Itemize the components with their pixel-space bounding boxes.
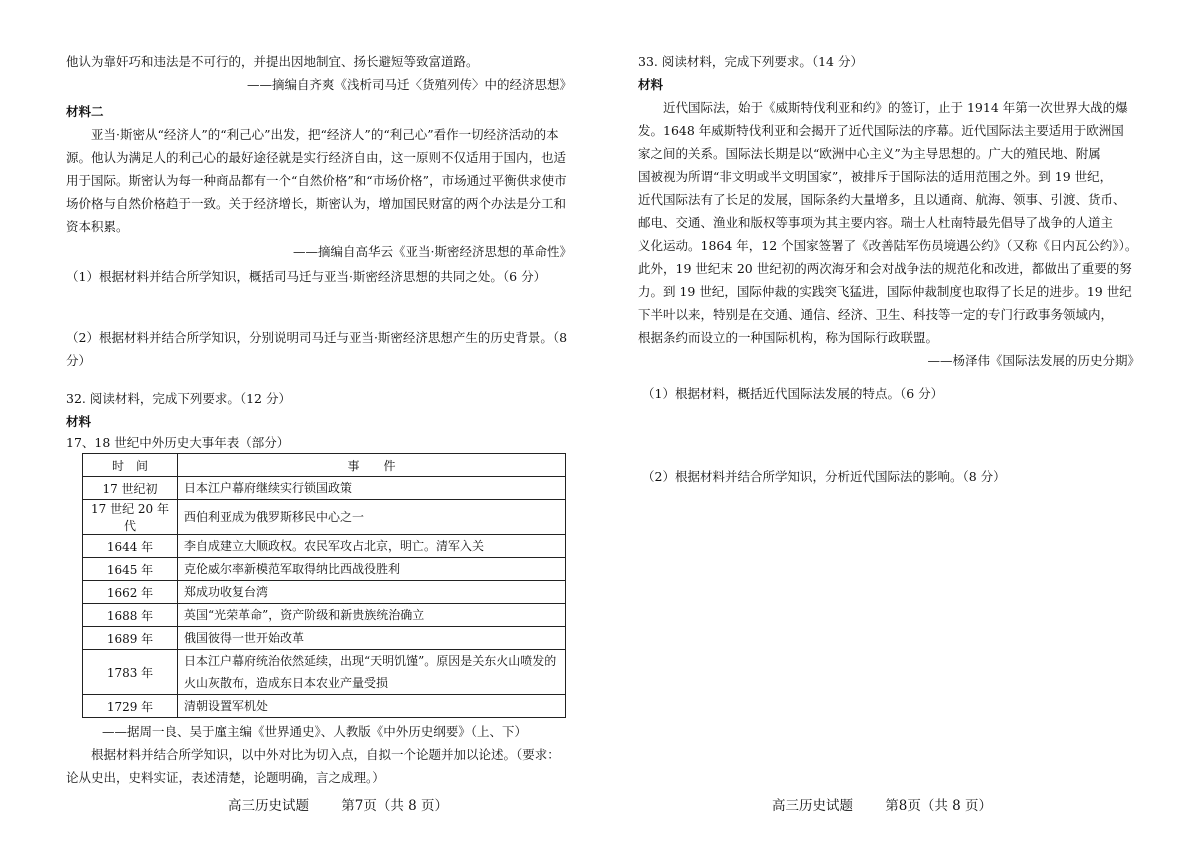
material-label: 材料 bbox=[638, 77, 664, 92]
material2-text: 亚当·斯密从“经济人”的“利己心”出发，把“经济人”的“利己心”看作一切经济活动的本源。他认为满足人的利己心的最好途径就是实行经济自由，这一原则不仅适用于国内，也适用于国际。斯密认为每一种商品都有一个“自然价格”和“市场价格”，市场通过平衡供求使市场价格与自然价格趋于一致。关于经济增长，斯密认为，增加国民财富的两个办法是分工和资本积累。 bbox=[66, 127, 567, 234]
material-line: 邮电、交通、渔业和版权等事项为其主要内容。瑞士人杜南特最先倡导了战争的人道主 bbox=[638, 215, 1114, 230]
material-line: 此外，19 世纪末 20 世纪初的两次海牙和会对战争法的规范化和改进，都做出了重要的努 bbox=[638, 261, 1132, 276]
table-row bbox=[83, 477, 566, 500]
row-time: 17 世纪 20 年代 bbox=[83, 500, 178, 535]
row-time: 17 世纪初 bbox=[83, 477, 178, 500]
question-32-title: 32. 阅读材料，完成下列要求。（12 分） bbox=[66, 391, 291, 406]
row-time: 1729 年 bbox=[83, 695, 178, 718]
table-header-event: 事 件 bbox=[178, 454, 566, 477]
question-33-2: （2）根据材料并结合所学知识，分析近代国际法的影响。（8 分） bbox=[642, 469, 1006, 484]
row-event: 英国“光荣革命”，资产阶级和新贵族统治确立 bbox=[178, 604, 566, 627]
table-source: ——据周一良、吴于廑主编《世界通史》、人教版《中外历史纲要》（上、下） bbox=[102, 724, 528, 739]
table-row bbox=[83, 627, 566, 650]
table-caption: 17、18 世纪中外历史大事年表（部分） bbox=[66, 435, 290, 450]
question-31-1: （1）根据材料并结合所学知识，概括司马迁与亚当·斯密经济思想的共同之处。（6 分） bbox=[66, 269, 547, 284]
material-line: 根据条约而设立的一种国际机构，称为国际行政联盟。 bbox=[638, 330, 939, 345]
row-event: 俄国彼得一世开始改革 bbox=[178, 627, 566, 650]
row-event: 郑成功收复台湾 bbox=[178, 581, 566, 604]
table-row bbox=[83, 581, 566, 604]
row-time: 1689 年 bbox=[83, 627, 178, 650]
material-line: 发。1648 年威斯特伐利亚和会揭开了近代国际法的序幕。近代国际法主要适用于欧洲国 bbox=[638, 123, 1124, 138]
material-line: 力。到 19 世纪，国际仲裁的实践突飞猛进，国际仲裁制度也取得了长足的进步。19 世纪 bbox=[638, 284, 1132, 299]
row-time: 1688 年 bbox=[83, 604, 178, 627]
row-event: 西伯利亚成为俄罗斯移民中心之一 bbox=[178, 500, 566, 535]
table-row bbox=[83, 558, 566, 581]
material-line: 下半叶以来，特别是在交通、通信、经济、卫生、科技等一定的专门行政事务领域内， bbox=[638, 307, 1114, 322]
intro-line: 他认为靠奸巧和违法是不可行的，并提出因地制宜、扬长避短等致富道路。 bbox=[66, 54, 479, 69]
question-32-task: 根据材料并结合所学知识，以中外对比为切入点，自拟一个论题并加以论述。（要求：论从史出，史料实证，表述清楚，论题明确，言之成理。） bbox=[66, 747, 560, 785]
row-event: 日本江户幕府继续实行锁国政策 bbox=[178, 477, 566, 500]
row-event: 清朝设置军机处 bbox=[178, 695, 566, 718]
table-header-time: 时 间 bbox=[83, 454, 178, 477]
source-citation: ——杨泽伟《国际法发展的历史分期》 bbox=[927, 353, 1140, 368]
row-event: 日本江户幕府统治依然延续，出现“天明饥馑”。原因是关东火山喷发的火山灰散布，造成东日本农业产量受损 bbox=[178, 650, 566, 695]
row-event: 克伦威尔率新模范军取得纳比西战役胜利 bbox=[178, 558, 566, 581]
material-line: 近代国际法有了长足的发展，国际条约大量增多，且以通商、航海、领事、引渡、货币、 bbox=[638, 192, 1126, 207]
question-33-1: （1）根据材料，概括近代国际法发展的特点。（6 分） bbox=[642, 386, 944, 401]
table-row bbox=[83, 695, 566, 718]
table-row bbox=[83, 604, 566, 627]
source-citation-1: ——摘编自齐爽《浅析司马迁〈货殖列传〉中的经济思想》 bbox=[246, 77, 572, 92]
table-header-row bbox=[83, 454, 566, 477]
footer-subject: 高三历史试题 bbox=[228, 798, 309, 814]
events-table bbox=[82, 453, 566, 718]
row-time: 1645 年 bbox=[83, 558, 178, 581]
footer-subject: 高三历史试题 bbox=[772, 798, 853, 814]
footer-left bbox=[228, 794, 448, 814]
material-line: 国被视为所谓“非文明或半文明国家”，被排斥于国际法的适用范围之外。到 19 世纪， bbox=[638, 169, 1113, 184]
table-row bbox=[83, 650, 566, 695]
question-31-2: （2）根据材料并结合所学知识，分别说明司马迁与亚当·斯密经济思想产生的历史背景。（8 分） bbox=[66, 330, 568, 368]
footer-page-number: 第8页（共 8 页） bbox=[885, 798, 993, 814]
left-page bbox=[66, 50, 572, 789]
question-33-title: 33. 阅读材料，完成下列要求。（14 分） bbox=[638, 54, 863, 69]
footer-right bbox=[772, 794, 992, 814]
material-line: 近代国际法，始于《威斯特伐利亚和约》的签订，止于 1914 年第一次世界大战的爆 bbox=[663, 100, 1128, 115]
table-row bbox=[83, 500, 566, 535]
row-time: 1662 年 bbox=[83, 581, 178, 604]
row-time: 1644 年 bbox=[83, 535, 178, 558]
right-page bbox=[638, 50, 1140, 488]
table-row bbox=[83, 535, 566, 558]
material-line: 义化运动。1864 年，12 个国家签署了《改善陆军伤员境遇公约》（又称《日内瓦公约》）。 bbox=[638, 238, 1138, 253]
source-citation-2: ——摘编自高华云《亚当·斯密经济思想的革命性》 bbox=[293, 244, 572, 259]
row-time: 1783 年 bbox=[83, 650, 178, 695]
material-line: 家之间的关系。国际法长期是以“欧洲中心主义”为主导思想的。广大的殖民地、附属 bbox=[638, 146, 1101, 161]
material2-title: 材料二 bbox=[66, 104, 104, 119]
footer-page-number: 第7页（共 8 页） bbox=[341, 798, 449, 814]
material-label: 材料 bbox=[66, 414, 92, 429]
row-event: 李自成建立大顺政权。农民军攻占北京，明亡。清军入关 bbox=[178, 535, 566, 558]
